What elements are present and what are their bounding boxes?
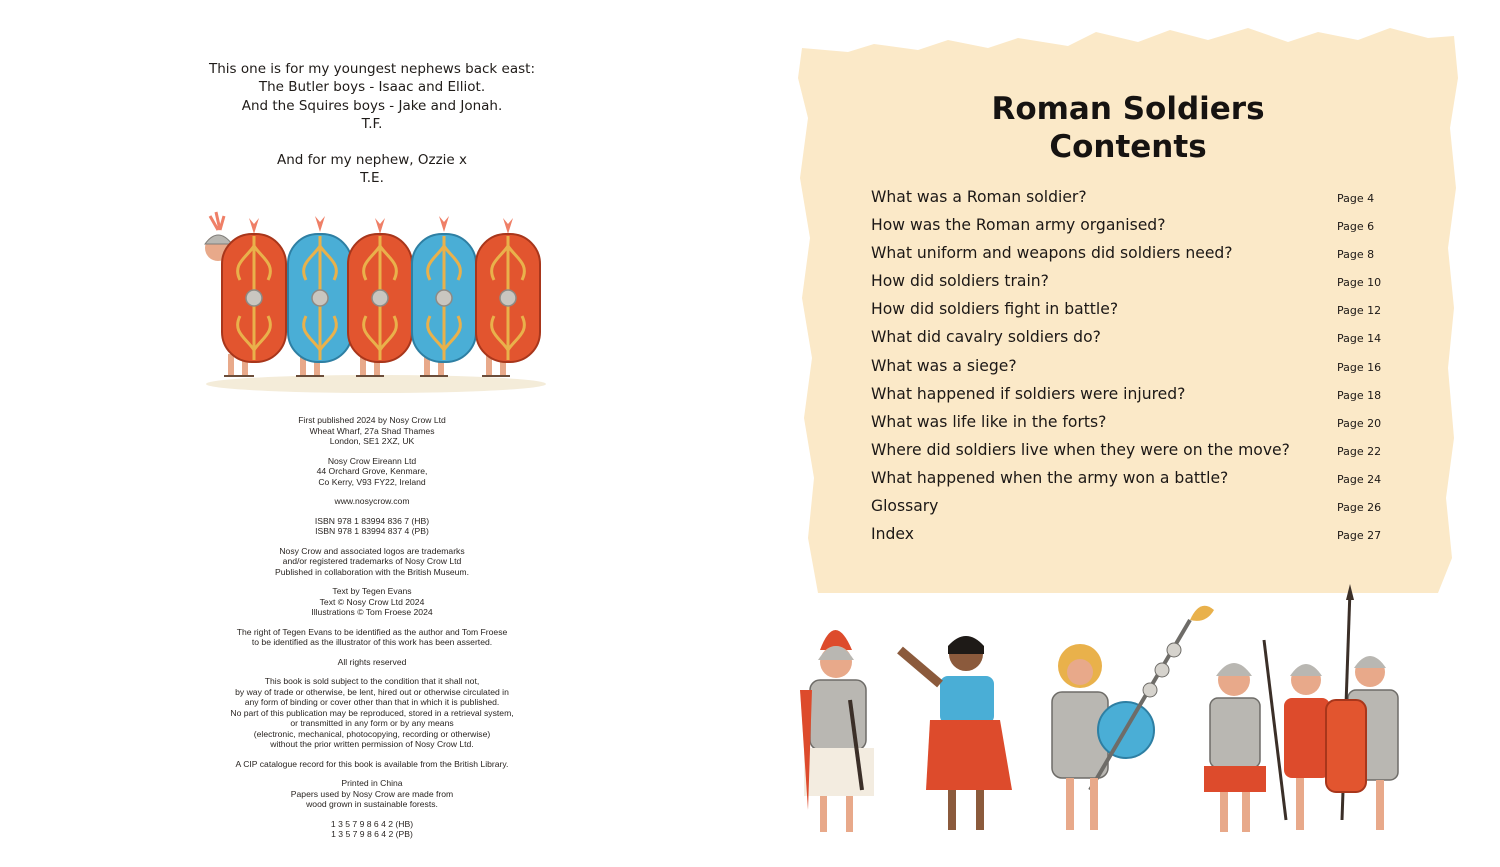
imprint-line: Nosy Crow Eireann Ltd	[327, 455, 417, 466]
contents-entry-page: Page 8	[1337, 248, 1375, 262]
contents-entry	[871, 324, 1391, 352]
imprint-block	[186, 657, 558, 668]
contents-entry	[871, 465, 1391, 493]
contents-entry-page: Page 27	[1337, 529, 1382, 543]
contents-entry	[871, 353, 1391, 381]
imprint-line: First published 2024 by Nosy Crow Ltd	[298, 415, 446, 425]
imprint-line: 1 3 5 7 9 8 6 4 2 (HB)	[330, 818, 414, 829]
centurion-figure	[800, 630, 874, 832]
standard-bearer-figure	[1052, 606, 1214, 830]
contents-entry	[871, 493, 1391, 521]
imprint-line: London, SE1 2XZ, UK	[329, 436, 415, 446]
roman-soldiers-illustration	[790, 580, 1480, 860]
imprint-line: (electronic, mechanical, photocopying, recording or otherwise)	[253, 728, 491, 739]
contents-heading: Contents	[1049, 129, 1207, 165]
imprint-block	[186, 456, 558, 488]
imprint-line: This book is sold subject to the condition that it shall not,	[264, 676, 480, 686]
spearman-figure	[1284, 584, 1398, 830]
contents-entry-title: Index	[871, 525, 914, 544]
contents-entry	[871, 409, 1391, 437]
shield	[476, 234, 540, 362]
imprint-line: Nosy Crow and associated logos are trademarks	[279, 545, 465, 556]
imprint-line: Co Kerry, V93 FY22, Ireland	[318, 476, 426, 487]
contents-entry-page: Page 10	[1337, 276, 1382, 290]
dedication-line: And for my nephew, Ozzie x	[277, 152, 467, 169]
imprint-block	[186, 627, 558, 648]
imprint-line: All rights reserved	[337, 656, 407, 667]
imprint-block	[186, 819, 558, 840]
shield	[348, 234, 412, 362]
imprint-block	[186, 415, 558, 447]
imprint-line: Text © Nosy Crow Ltd 2024	[319, 596, 425, 607]
imprint-line: The right of Tegen Evans to be identified as the author and Tom Froese	[236, 626, 508, 637]
imprint-line: A CIP catalogue record for this book is available from the British Library.	[235, 758, 509, 769]
contents-entry-page: Page 18	[1337, 388, 1382, 402]
imprint-line: ISBN 978 1 83994 836 7 (HB)	[314, 515, 430, 526]
imprint-block	[186, 516, 558, 537]
contents-entry	[871, 268, 1391, 296]
contents-entry	[871, 296, 1391, 324]
contents-entry-title: Glossary	[871, 497, 939, 516]
contents-entry-page: Page 14	[1337, 332, 1382, 346]
contents-entry-title: What happened if soldiers were injured?	[871, 384, 1186, 403]
contents-entry	[871, 212, 1391, 240]
contents-entry-page: Page 24	[1337, 472, 1382, 486]
contents-entry-title: How was the Roman army organised?	[871, 216, 1166, 235]
waving-soldier-figure	[900, 636, 1012, 830]
imprint-line: without the prior written permission of Nosy Crow Ltd.	[270, 739, 474, 749]
dedication	[172, 60, 572, 188]
contents-entry	[871, 437, 1391, 465]
imprint-block	[186, 586, 558, 618]
shield	[412, 234, 476, 362]
imprint-line: to be identified as the illustrator of this work has been asserted.	[251, 637, 493, 647]
contents-entry-page: Page 20	[1337, 416, 1382, 430]
contents-entry-title: What was a siege?	[871, 356, 1017, 375]
imprint-line: or transmitted in any form or by any means	[290, 718, 454, 728]
imprint-line: wood grown in sustainable forests.	[306, 799, 438, 809]
contents-entry-page: Page 22	[1337, 444, 1382, 458]
imprint-line: any form of binding or cover other than that in which it is published.	[244, 697, 500, 707]
shield	[288, 234, 352, 362]
dedication-line: This one is for my youngest nephews back east:	[209, 61, 535, 77]
dedication-line: The Butler boys - Isaac and Elliot.	[258, 79, 486, 96]
imprint-block	[186, 496, 558, 507]
contents-entry	[871, 521, 1391, 549]
imprint-block	[186, 759, 558, 770]
imprint-block	[186, 778, 558, 810]
contents-title	[950, 90, 1306, 166]
contents-entry-title: Where did soldiers live when they were on the move?	[871, 440, 1290, 459]
contents-entry-page: Page 12	[1337, 304, 1382, 318]
imprint-line: Illustrations © Tom Froese 2024	[311, 607, 433, 617]
contents-entry-title: What uniform and weapons did soldiers need?	[871, 244, 1233, 263]
contents-entry-title: How did soldiers fight in battle?	[871, 300, 1119, 319]
imprint-line: and/or registered trademarks of Nosy Crow Ltd	[282, 556, 462, 566]
contents-entry	[871, 381, 1391, 409]
imprint-line: No part of this publication may be reproduced, stored in a retrieval system,	[230, 707, 514, 718]
contents-entry-page: Page 6	[1337, 220, 1375, 234]
contents-list	[871, 184, 1391, 549]
imprint-line: Papers used by Nosy Crow are made from	[290, 788, 454, 799]
contents-entry-title: What was a Roman soldier?	[871, 188, 1087, 206]
shield	[222, 234, 286, 362]
contents-entry	[871, 184, 1391, 212]
imprint-line: ISBN 978 1 83994 837 4 (PB)	[315, 526, 429, 536]
contents-entry-title: How did soldiers train?	[871, 272, 1049, 291]
contents-entry-title: What was life like in the forts?	[871, 412, 1107, 431]
imprint-line: Text by Tegen Evans	[332, 586, 412, 596]
imprint-line: Printed in China	[341, 778, 403, 788]
dedication-signature: T.F.	[361, 115, 383, 132]
imprint-block	[186, 546, 558, 578]
imprint-line: Published in collaboration with the British Museum.	[275, 566, 469, 577]
book-title: Roman Soldiers	[991, 91, 1265, 127]
dedication-line: And the Squires boys - Jake and Jonah.	[241, 97, 503, 114]
legionary-figure	[1204, 640, 1286, 832]
contents-entry-page: Page 4	[1337, 192, 1375, 205]
copyright-imprint	[186, 415, 558, 849]
imprint-line: 44 Orchard Grove, Kenmare,	[316, 466, 428, 476]
imprint-line: 1 3 5 7 9 8 6 4 2 (PB)	[331, 829, 413, 839]
dedication-signature: T.E.	[360, 170, 384, 187]
shield-wall-illustration	[196, 208, 546, 398]
contents-entry-title: What happened when the army won a battle?	[871, 468, 1229, 487]
contents-entry-page: Page 26	[1337, 501, 1382, 515]
contents-entry-page: Page 16	[1337, 360, 1382, 374]
imprint-line: www.nosycrow.com	[334, 496, 410, 506]
right-page	[750, 0, 1500, 867]
contents-entry	[871, 240, 1391, 268]
contents-entry-title: What did cavalry soldiers do?	[871, 328, 1101, 347]
imprint-line: Wheat Wharf, 27a Shad Thames	[309, 425, 435, 436]
imprint-block	[186, 676, 558, 750]
imprint-line: by way of trade or otherwise, be lent, hired out or otherwise circulated in	[235, 686, 509, 697]
